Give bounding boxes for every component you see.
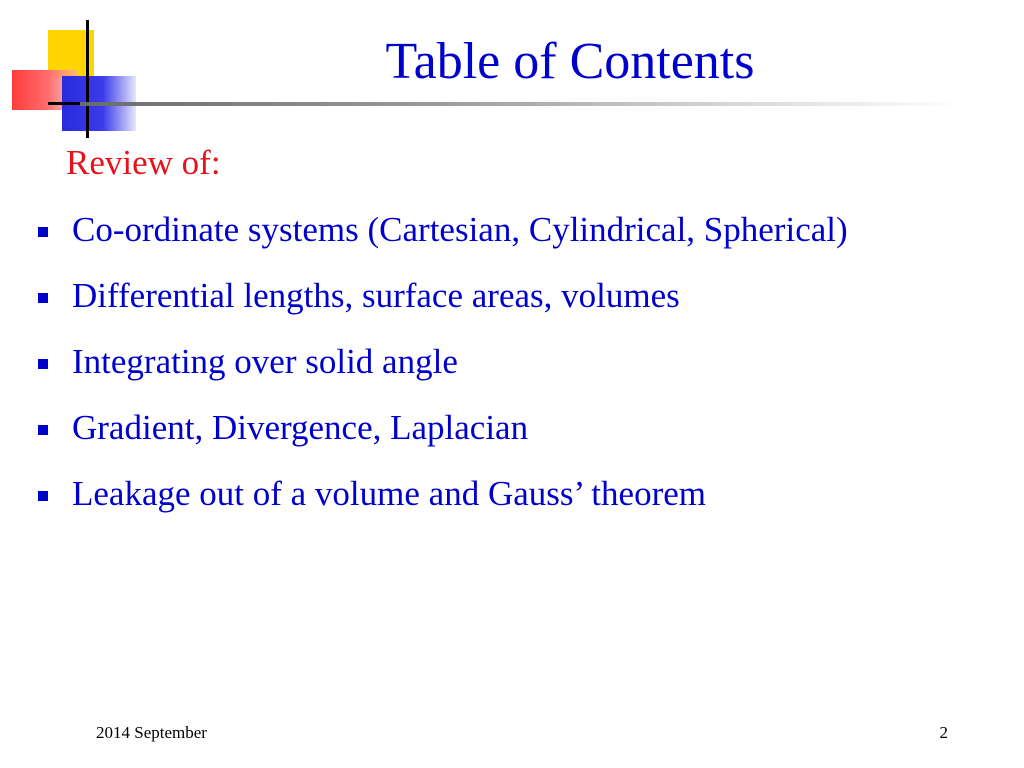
- bullet-list: [36, 206, 936, 536]
- square-bullet-icon: [38, 359, 48, 369]
- bullet-text: Differential lengths, surface areas, volumes: [72, 276, 680, 315]
- bullet-item: [36, 404, 936, 452]
- bullet-item: [36, 206, 936, 254]
- square-bullet-icon: [38, 227, 48, 237]
- decorative-logo-icon: [0, 0, 150, 150]
- bullet-item: [36, 272, 936, 320]
- bullet-item: [36, 470, 936, 518]
- square-bullet-icon: [38, 425, 48, 435]
- bullet-text: Co-ordinate systems (Cartesian, Cylindrical, Spherical): [72, 210, 848, 249]
- square-bullet-icon: [38, 293, 48, 303]
- square-bullet-icon: [38, 491, 48, 501]
- footer-date: 2014 September: [96, 723, 207, 742]
- title-divider: [80, 102, 960, 106]
- bullet-text: Gradient, Divergence, Laplacian: [72, 408, 529, 447]
- bullet-text: Leakage out of a volume and Gauss’ theorem: [72, 474, 706, 513]
- intro-label: Review of:: [66, 143, 221, 182]
- bullet-text: Integrating over solid angle: [72, 342, 458, 381]
- bullet-item: [36, 338, 936, 386]
- slide-title: Table of Contents: [385, 33, 755, 90]
- page-number: 2: [939, 723, 948, 742]
- vertical-line-shape: [86, 20, 89, 138]
